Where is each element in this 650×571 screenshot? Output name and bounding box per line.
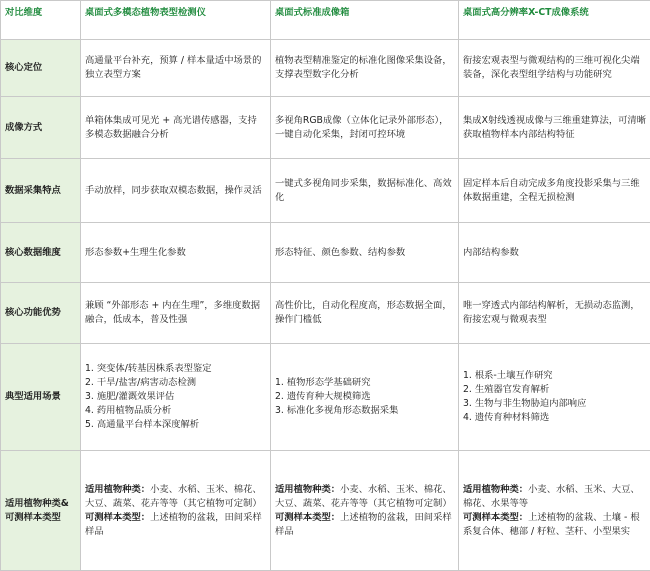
table-cell: 高通量平台补充，预算 / 样本量适中场景的独立表型方案	[81, 40, 271, 97]
table-cell: 高性价比，自动化程度高，形态数据全面，操作门槛低	[271, 283, 459, 344]
species-block	[463, 483, 646, 511]
header-row	[1, 1, 650, 40]
table-cell	[271, 344, 459, 451]
species-value: 小麦、水稻、玉米、棉花、大豆、蔬菜、花卉等等（其它植物可定制）	[85, 484, 262, 509]
table-cell	[81, 451, 271, 571]
list-item: 1. 根系-土壤互作研究	[463, 369, 646, 383]
list-item: 5. 高通量平台样本深度解析	[85, 418, 266, 432]
row-label-core-positioning: 核心定位	[1, 40, 81, 97]
sample-block	[85, 511, 266, 539]
header-multimodal-device: 桌面式多模态植物表型检测仪	[81, 1, 271, 40]
list-item: 3. 施肥/灌溉效果评估	[85, 390, 266, 404]
table-row	[1, 97, 650, 159]
table-cell: 唯一穿透式内部结构解析，无损动态监测，衔接宏观与微观表型	[459, 283, 650, 344]
row-label-plant-species-samples: 适用植物种类&可测样本类型	[1, 451, 81, 571]
table-cell: 内部结构参数	[459, 223, 650, 283]
table-cell: 衔接宏观表型与微观结构的三维可视化尖端装备，深化表型组学结构与功能研究	[459, 40, 650, 97]
scenario-list	[463, 369, 646, 425]
table-row	[1, 223, 650, 283]
row-label-data-collection: 数据采集特点	[1, 159, 81, 223]
scenario-list	[275, 376, 454, 418]
species-label: 适用植物种类：	[463, 484, 528, 495]
table-cell: 集成X射线透视成像与三维重建算法，可清晰获取植物样本内部结构特征	[459, 97, 650, 159]
row-label-core-advantage: 核心功能优势	[1, 283, 81, 344]
sample-label: 可测样本类型：	[85, 512, 150, 523]
table-cell: 手动放样，同步获取双模态数据，操作灵活	[81, 159, 271, 223]
species-label: 适用植物种类：	[275, 484, 340, 495]
list-item: 2. 生殖器官发育解析	[463, 383, 646, 397]
sample-block	[275, 511, 454, 539]
table-cell: 形态特征、颜色参数、结构参数	[271, 223, 459, 283]
header-dimension: 对比维度	[1, 1, 81, 40]
sample-label: 可测样本类型：	[463, 512, 528, 523]
list-item: 1. 突变体/转基因株系表型鉴定	[85, 362, 266, 376]
row-label-imaging-method: 成像方式	[1, 97, 81, 159]
header-standard-imaging-box: 桌面式标准成像箱	[271, 1, 459, 40]
species-block	[275, 483, 454, 511]
sample-label: 可测样本类型：	[275, 512, 340, 523]
row-label-core-data-dimension: 核心数据维度	[1, 223, 81, 283]
table-cell: 一键式多视角同步采集，数据标准化、高效化	[271, 159, 459, 223]
species-value: 小麦、水稻、玉米、大豆、棉花、水果等等	[463, 484, 640, 509]
table-row	[1, 344, 650, 451]
table-cell: 兼顾 “外部形态 + 内在生理”，多维度数据融合，低成本，普及性强	[81, 283, 271, 344]
table-cell: 固定样本后自动完成多角度投影采集与三维体数据重建，全程无损检测	[459, 159, 650, 223]
list-item: 2. 遗传育种大规模筛选	[275, 390, 454, 404]
list-item: 3. 标准化多视角形态数据采集	[275, 404, 454, 418]
list-item: 2. 干旱/盐害/病害动态检测	[85, 376, 266, 390]
list-item: 4. 药用植物品质分析	[85, 404, 266, 418]
sample-value: 上述植物的盆栽，田间采样样品	[275, 512, 452, 537]
table-row	[1, 40, 650, 97]
table-cell	[271, 451, 459, 571]
table-cell	[459, 451, 650, 571]
table-cell: 多视角RGB成像（立体化记录外部形态），一键自动化采集，封闭可控环境	[271, 97, 459, 159]
sample-value: 上述植物的盆栽，田间采样样品	[85, 512, 262, 537]
species-value: 小麦、水稻、玉米、棉花、大豆、蔬菜、花卉等等（其它植物可定制）	[275, 484, 452, 509]
table-cell	[81, 344, 271, 451]
table-cell	[459, 344, 650, 451]
list-item: 1. 植物形态学基础研究	[275, 376, 454, 390]
table-row	[1, 451, 650, 571]
list-item: 4. 遗传育种材料筛选	[463, 411, 646, 425]
header-xct-system: 桌面式高分辨率X-CT成像系统	[459, 1, 650, 40]
sample-block	[463, 511, 646, 539]
table-row	[1, 159, 650, 223]
scenario-list	[85, 362, 266, 432]
table-cell: 形态参数+生理生化参数	[81, 223, 271, 283]
sample-value: 上述植物的盆栽、土壤 - 根系复合体、穗部 / 籽粒、茎秆、小型果实	[463, 512, 640, 537]
row-label-typical-scenarios: 典型适用场景	[1, 344, 81, 451]
table-row	[1, 283, 650, 344]
species-label: 适用植物种类：	[85, 484, 150, 495]
list-item: 3. 生物与非生物胁迫内部响应	[463, 397, 646, 411]
species-block	[85, 483, 266, 511]
table-cell: 植物表型精准鉴定的标准化图像采集设备，支撑表型数字化分析	[271, 40, 459, 97]
table-cell: 单箱体集成可见光 + 高光谱传感器，支持多模态数据融合分析	[81, 97, 271, 159]
